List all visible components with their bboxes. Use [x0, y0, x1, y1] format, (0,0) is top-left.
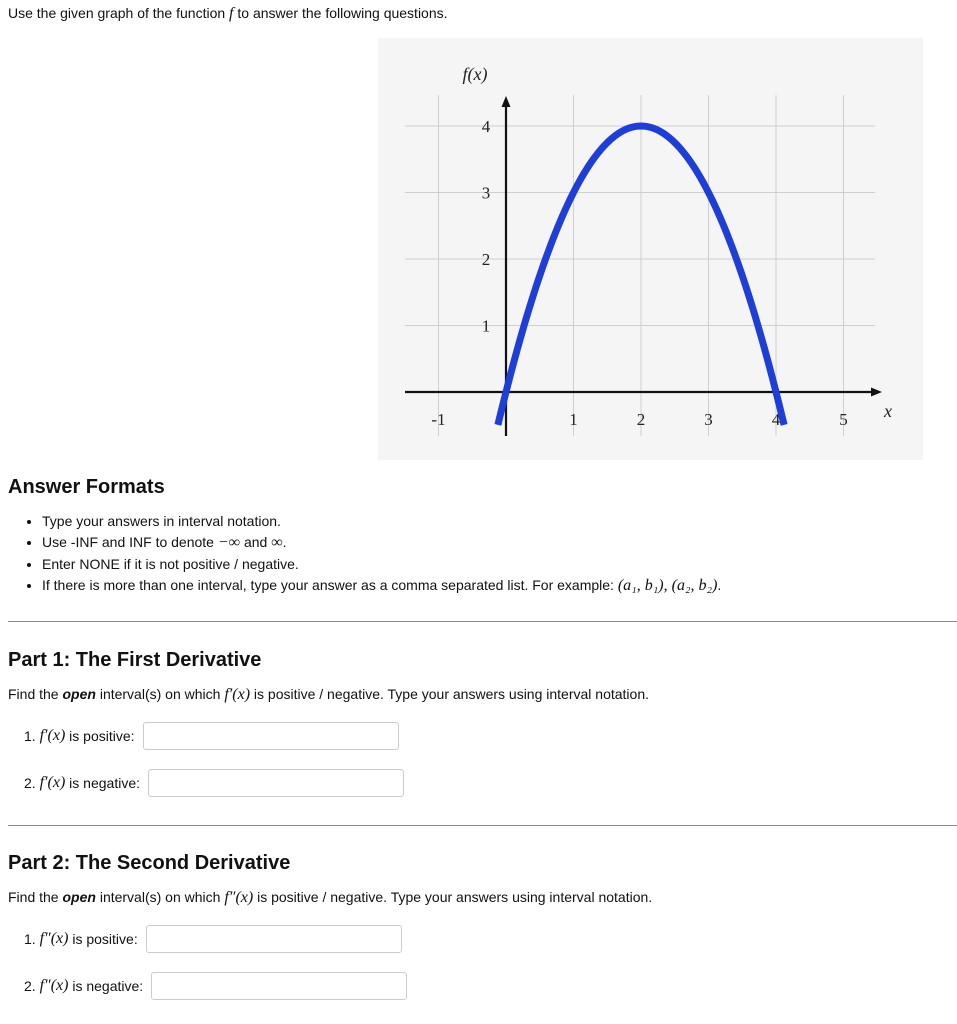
part2-positive-input[interactable] — [146, 925, 402, 953]
separator-1 — [8, 621, 957, 622]
part2-question-2: 2. f″(x) is negative: — [24, 972, 407, 1000]
part2-negative-input[interactable] — [151, 972, 407, 1000]
y-axis-arrow — [502, 96, 511, 107]
intro-text — [8, 5, 448, 23]
part1-positive-input[interactable] — [143, 722, 399, 750]
graph-grid — [405, 95, 875, 436]
x-tick-label: 1 — [569, 410, 578, 429]
y-tick-label: 4 — [481, 117, 491, 136]
part2-heading: Part 2: The Second Derivative — [8, 852, 291, 874]
graph-svg — [378, 38, 923, 460]
intro-before: Use the given graph of the function — [8, 5, 230, 21]
y-axis-label: f(x) — [462, 64, 488, 84]
y-tick-label: 3 — [481, 183, 491, 203]
part1-question-2: 2. f′(x) is negative: — [24, 769, 404, 797]
format-item-3: • Enter NONE if it is not positive / negative. — [42, 555, 721, 573]
part1-question-1: 1. f′(x) is positive: — [24, 722, 399, 750]
format-item-4: • If there is more than one interval, type your answer as a comma separated list. For example: (a₁, b₁), (a₂, b₂). — [42, 576, 721, 595]
x-tick-label: 3 — [704, 410, 713, 429]
intro-after: to answer the following questions. — [233, 5, 448, 21]
y-tick-label: 1 — [481, 316, 491, 336]
answer-formats-list — [20, 512, 721, 598]
separator-2 — [8, 825, 957, 826]
part2-question-1: 1. f″(x) is positive: — [24, 925, 402, 953]
y-tick-label: 2 — [481, 250, 491, 269]
answer-formats-heading: Answer Formats — [8, 476, 165, 498]
x-axis-arrow — [871, 388, 882, 397]
function-name: f — [229, 5, 234, 22]
part2-description: Find the open interval(s) on which f″(x) is positive / negative. Type your answers using interval notation. — [8, 889, 653, 906]
format-item-1: • Type your answers in interval notation. — [42, 512, 721, 530]
function-graph — [378, 38, 923, 460]
x-tick-label: 4 — [771, 410, 781, 429]
graph-ticks — [431, 117, 847, 429]
format-item-2: • Use -INF and INF to denote −∞ and ∞. — [42, 533, 721, 552]
x-tick-label: 5 — [839, 410, 848, 429]
part1-heading: Part 1: The First Derivative — [8, 649, 262, 671]
part1-negative-input[interactable] — [148, 769, 404, 797]
x-tick-label: -1 — [431, 410, 446, 429]
x-tick-label: 2 — [636, 410, 646, 429]
part1-description: Find the open interval(s) on which f′(x) is positive / negative. Type your answers using interval notation. — [8, 686, 649, 703]
graph-axes — [405, 96, 882, 436]
x-axis-label: x — [884, 401, 892, 421]
